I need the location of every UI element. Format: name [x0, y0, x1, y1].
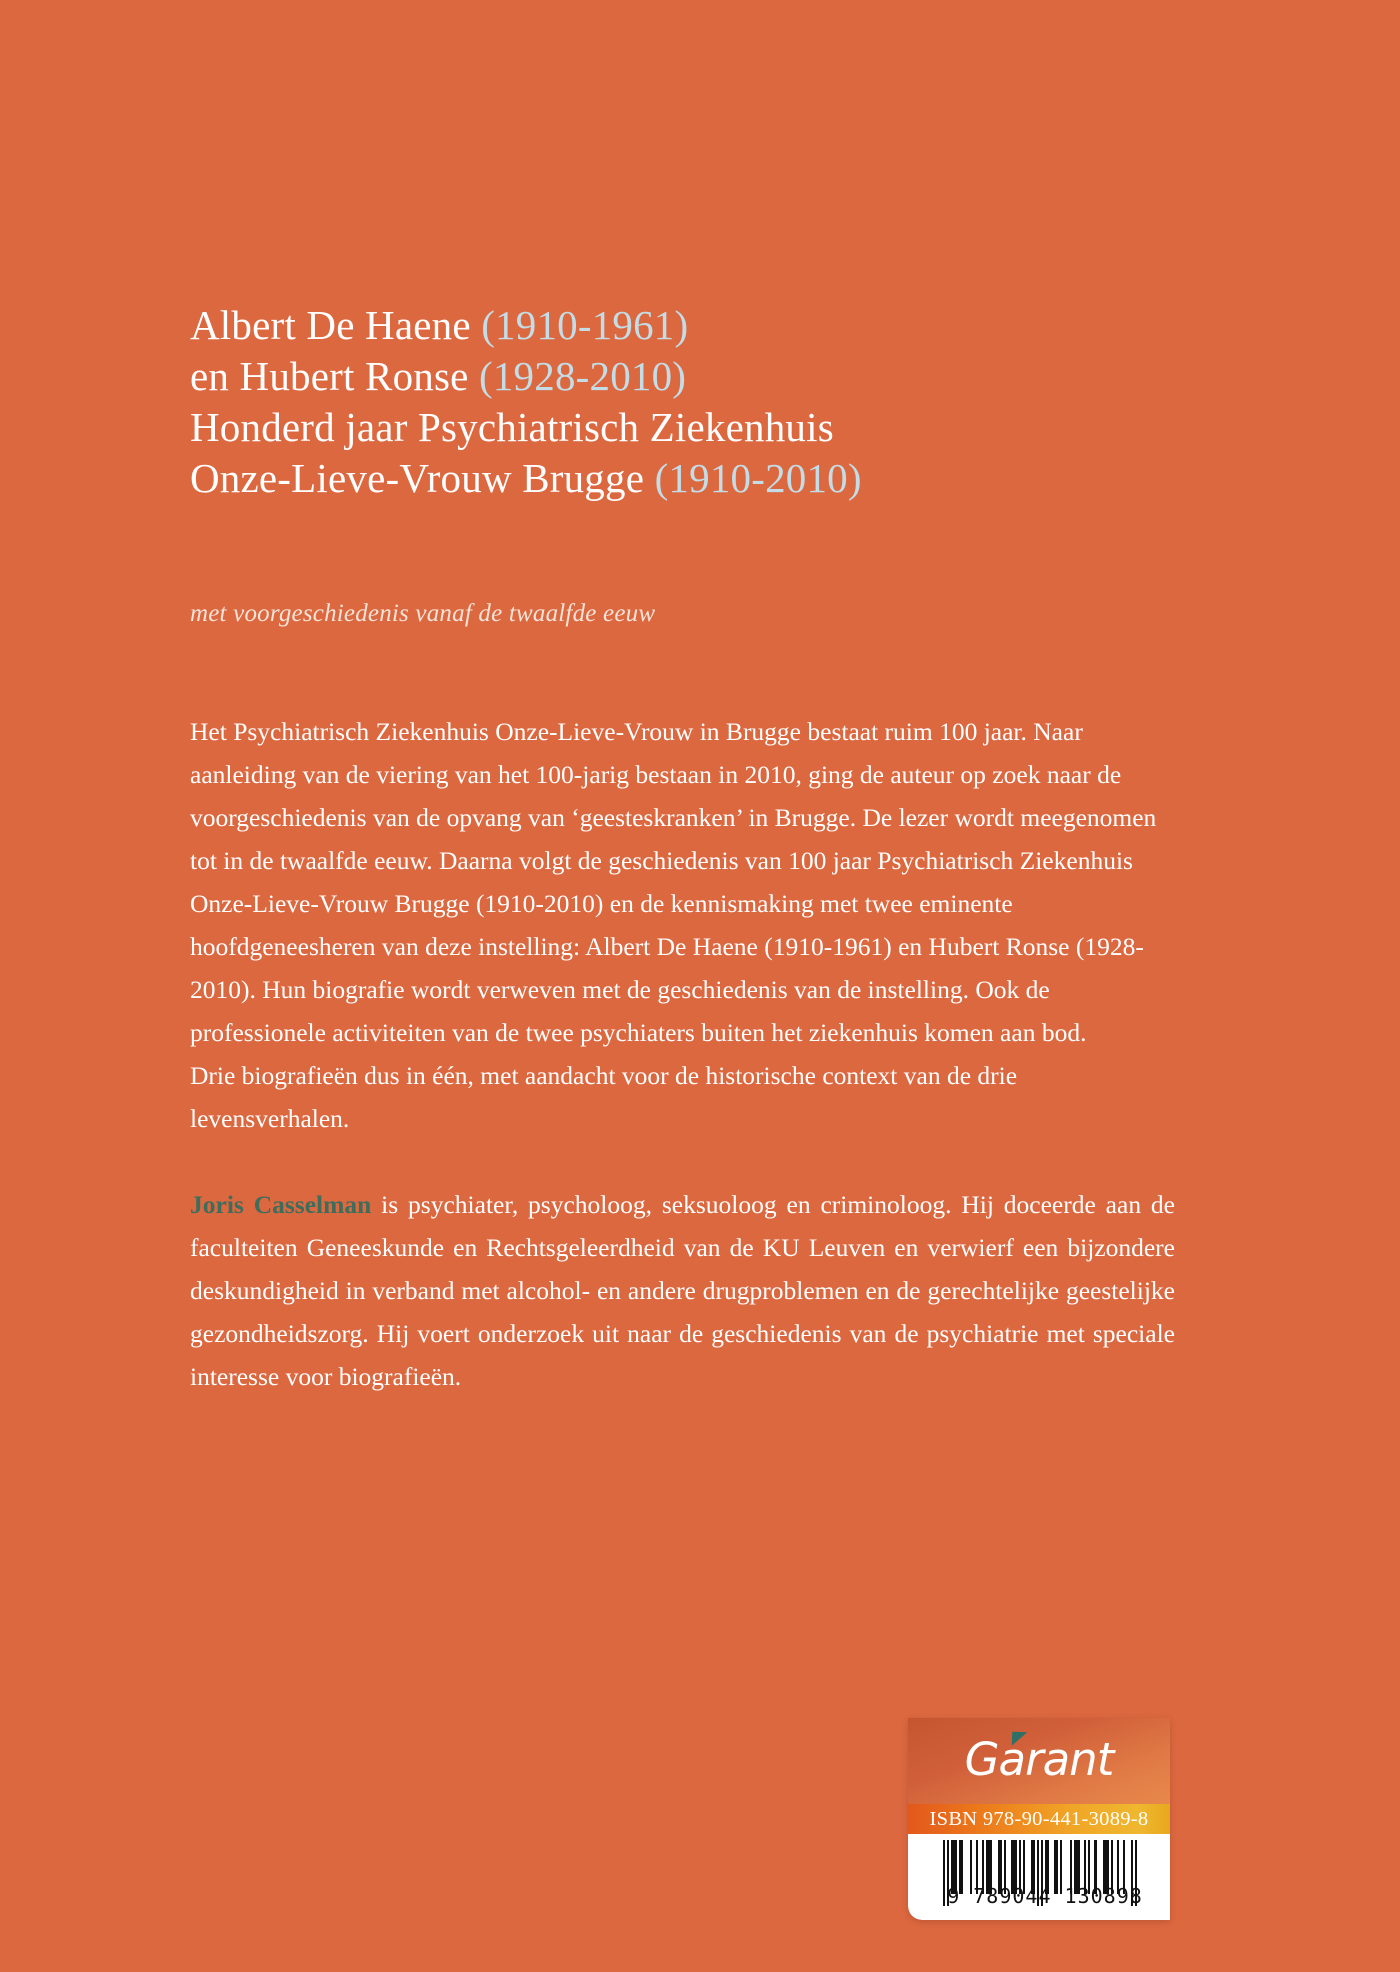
title-line-3: Honderd jaar Psychiatrisch Ziekenhuis: [190, 404, 834, 450]
barcode-band: [908, 1834, 1170, 1920]
barcode-digits: 9 789044 130898: [947, 1884, 1143, 1908]
publisher-barcode-label: [908, 1718, 1170, 1920]
title-block: [190, 300, 1190, 504]
body-text-block: [190, 710, 1175, 1398]
title-line-4: [190, 453, 1190, 504]
title-date-2: (1928-2010): [479, 353, 687, 399]
publisher-logo-band: [908, 1718, 1170, 1804]
title-line-2: [190, 351, 1190, 402]
author-bio-paragraph: [190, 1183, 1175, 1398]
title-date-4: (1910-2010): [654, 455, 862, 501]
title-date-1: (1910-1961): [481, 302, 689, 348]
title-name-1: Albert De Haene: [190, 302, 482, 348]
author-name: Joris Casselman: [190, 1190, 372, 1219]
title-name-4: Onze-Lieve-Vrouw Brugge: [190, 455, 655, 501]
garant-logo: [964, 1732, 1114, 1786]
isbn-label: ISBN 978-90-441-3089-8: [929, 1807, 1149, 1830]
isbn-band: [908, 1804, 1170, 1834]
blurb-paragraph: [190, 710, 1175, 1140]
title-name-2: en Hubert Ronse: [190, 353, 479, 399]
blurb-text-line2: Drie biografieën dus in één, met aandacht voor de historische context van de drie levensverhalen.: [190, 1061, 1018, 1133]
publisher-name: Garant: [964, 1732, 1114, 1786]
leaf-icon: [1011, 1731, 1026, 1746]
author-bio-text: is psychiater, psycholoog, seksuoloog en criminoloog. Hij doceerde aan de faculteiten Geneeskunde en Rechtsgeleerdheid van de KU Leuven en verwierf een bijzondere deskundigheid in verband met alcohol- en andere drugproblemen en de gerechtelijke geestelijke gezondheidszorg. Hij voert onderzoek uit naar de geschiedenis van de psychiatrie met speciale interesse voor biografieën.: [190, 1190, 1176, 1391]
title-line-1: [190, 300, 1190, 351]
blurb-text: Het Psychiatrisch Ziekenhuis Onze-Lieve-Vrouw in Brugge bestaat ruim 100 jaar. Naar aanleiding van de viering van het 100-jarig bestaan in 2010, ging de auteur op zoek naar de voorgeschiedenis van de opvang van ‘geesteskranken’ in Brugge. De lezer wordt meegenomen tot in de twaalfde eeuw. Daarna volgt de geschiedenis van 100 jaar Psychiatrisch Ziekenhuis Onze-Lieve-Vrouw Brugge (1910-2010) en de kennismaking met twee eminente hoofdgeneesheren van deze instelling: Albert De Haene (1910-1961) en Hubert Ronse (1928-2010). Hun biografie wordt verweven met de geschiedenis van de instelling. Ook de professionele activiteiten van de twee psychiaters buiten het ziekenhuis komen aan bod.: [190, 717, 1157, 1047]
subtitle: met voorgeschiedenis vanaf de twaalfde eeuw: [190, 600, 656, 627]
